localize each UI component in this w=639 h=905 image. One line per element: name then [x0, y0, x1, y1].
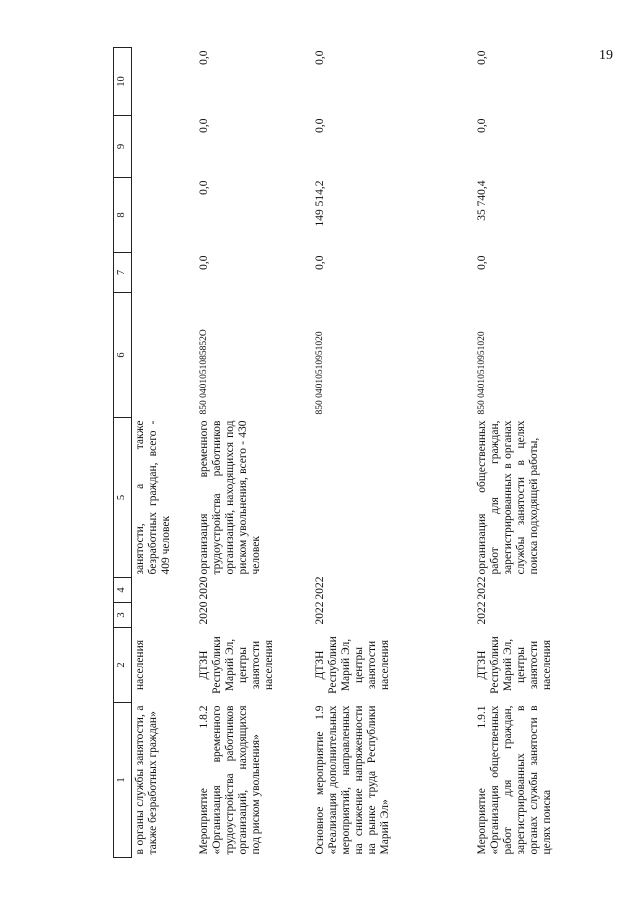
table-row: [195, 48, 311, 858]
header-col-2: 2: [114, 628, 132, 703]
value-col-8: [132, 178, 196, 253]
executor-cell: ДТЗН Республики Марий Эл, центры занятости населения: [198, 636, 275, 694]
value-col-7: 0,0: [198, 255, 210, 270]
header-col-9: 9: [114, 116, 132, 178]
table-row: [473, 48, 604, 858]
end-year-cell: 2022: [314, 576, 326, 600]
value-col-10: [132, 48, 196, 116]
end-year-cell: [132, 578, 196, 603]
budget-code-cell: [132, 293, 196, 418]
result-cell: занятости, а также безработных граждан, всего - 409 человек: [134, 420, 172, 575]
budget-code-cell: 850 04010510951020: [477, 331, 487, 415]
budget-code-cell: 850 04010510951020: [315, 331, 325, 415]
value-col-7: [132, 253, 196, 293]
header-col-10: 10: [114, 48, 132, 116]
table-row: [311, 48, 473, 858]
executor-cell: населения: [134, 639, 146, 691]
measure-name-cell: Мероприятие 1.8.2 «Организация временного трудоустройства работников организаций, находящихся под риском увольнения»: [198, 705, 262, 855]
result-cell: [311, 418, 473, 578]
value-col-8: 0,0: [198, 180, 210, 195]
start-year-cell: 2020: [198, 601, 210, 625]
measure-name-cell: Основное мероприятие 1.9 «Реализация дополнительных мероприятий, направленных на снижение напряженности на рынке труда Республики Марий Эл»: [314, 705, 391, 855]
header-col-6: 6: [114, 293, 132, 418]
table-row: [132, 48, 196, 858]
value-col-7: 0,0: [476, 255, 488, 270]
measure-name-cell: в органы службы занятости, а также безработных граждан»: [134, 705, 159, 855]
start-year-cell: 2022: [476, 601, 488, 625]
end-year-cell: 2020: [198, 576, 210, 600]
page-number: 19: [599, 48, 613, 63]
measure-name-cell: Мероприятие 1.9.1 «Организация общественных работ для граждан, зарегистрированных в органах службы занятости в целях поиска: [476, 705, 553, 855]
value-col-10: 0,0: [314, 50, 326, 65]
value-col-9: 0,0: [476, 118, 488, 133]
value-col-10: 0,0: [476, 50, 488, 65]
rotated-table-container: [113, 48, 613, 858]
header-row: [114, 48, 132, 858]
header-col-5: 5: [114, 418, 132, 578]
value-col-8: 35 740,4: [476, 180, 488, 221]
start-year-cell: 2022: [314, 601, 326, 625]
executor-cell: ДТЗН Республики Марий Эл, центры занятости населения: [314, 636, 391, 694]
end-year-cell: 2022: [476, 576, 488, 600]
header-col-8: 8: [114, 178, 132, 253]
result-cell: организация общественных работ для граждан, зарегистрированных в органах службы занятости в целях поиска подходящей работы,: [476, 420, 540, 575]
start-year-cell: [132, 603, 196, 628]
value-col-9: 0,0: [314, 118, 326, 133]
header-col-1: 1: [114, 703, 132, 858]
header-col-4: 4: [114, 578, 132, 603]
result-cell: организация временного трудоустройства работников организаций, находящихся под риском увольнения, всего - 430 человек: [198, 420, 262, 575]
executor-cell: ДТЗН Республики Марий Эл, центры занятости населения: [476, 636, 553, 694]
header-col-3: 3: [114, 603, 132, 628]
program-table: [113, 47, 604, 858]
value-col-10: 0,0: [198, 50, 210, 65]
value-col-9: [132, 116, 196, 178]
value-col-8: 149 514,2: [314, 180, 326, 227]
header-col-7: 7: [114, 253, 132, 293]
value-col-9: 0,0: [198, 118, 210, 133]
value-col-7: 0,0: [314, 255, 326, 270]
budget-code-cell: 850 0401051085852О: [199, 329, 209, 415]
